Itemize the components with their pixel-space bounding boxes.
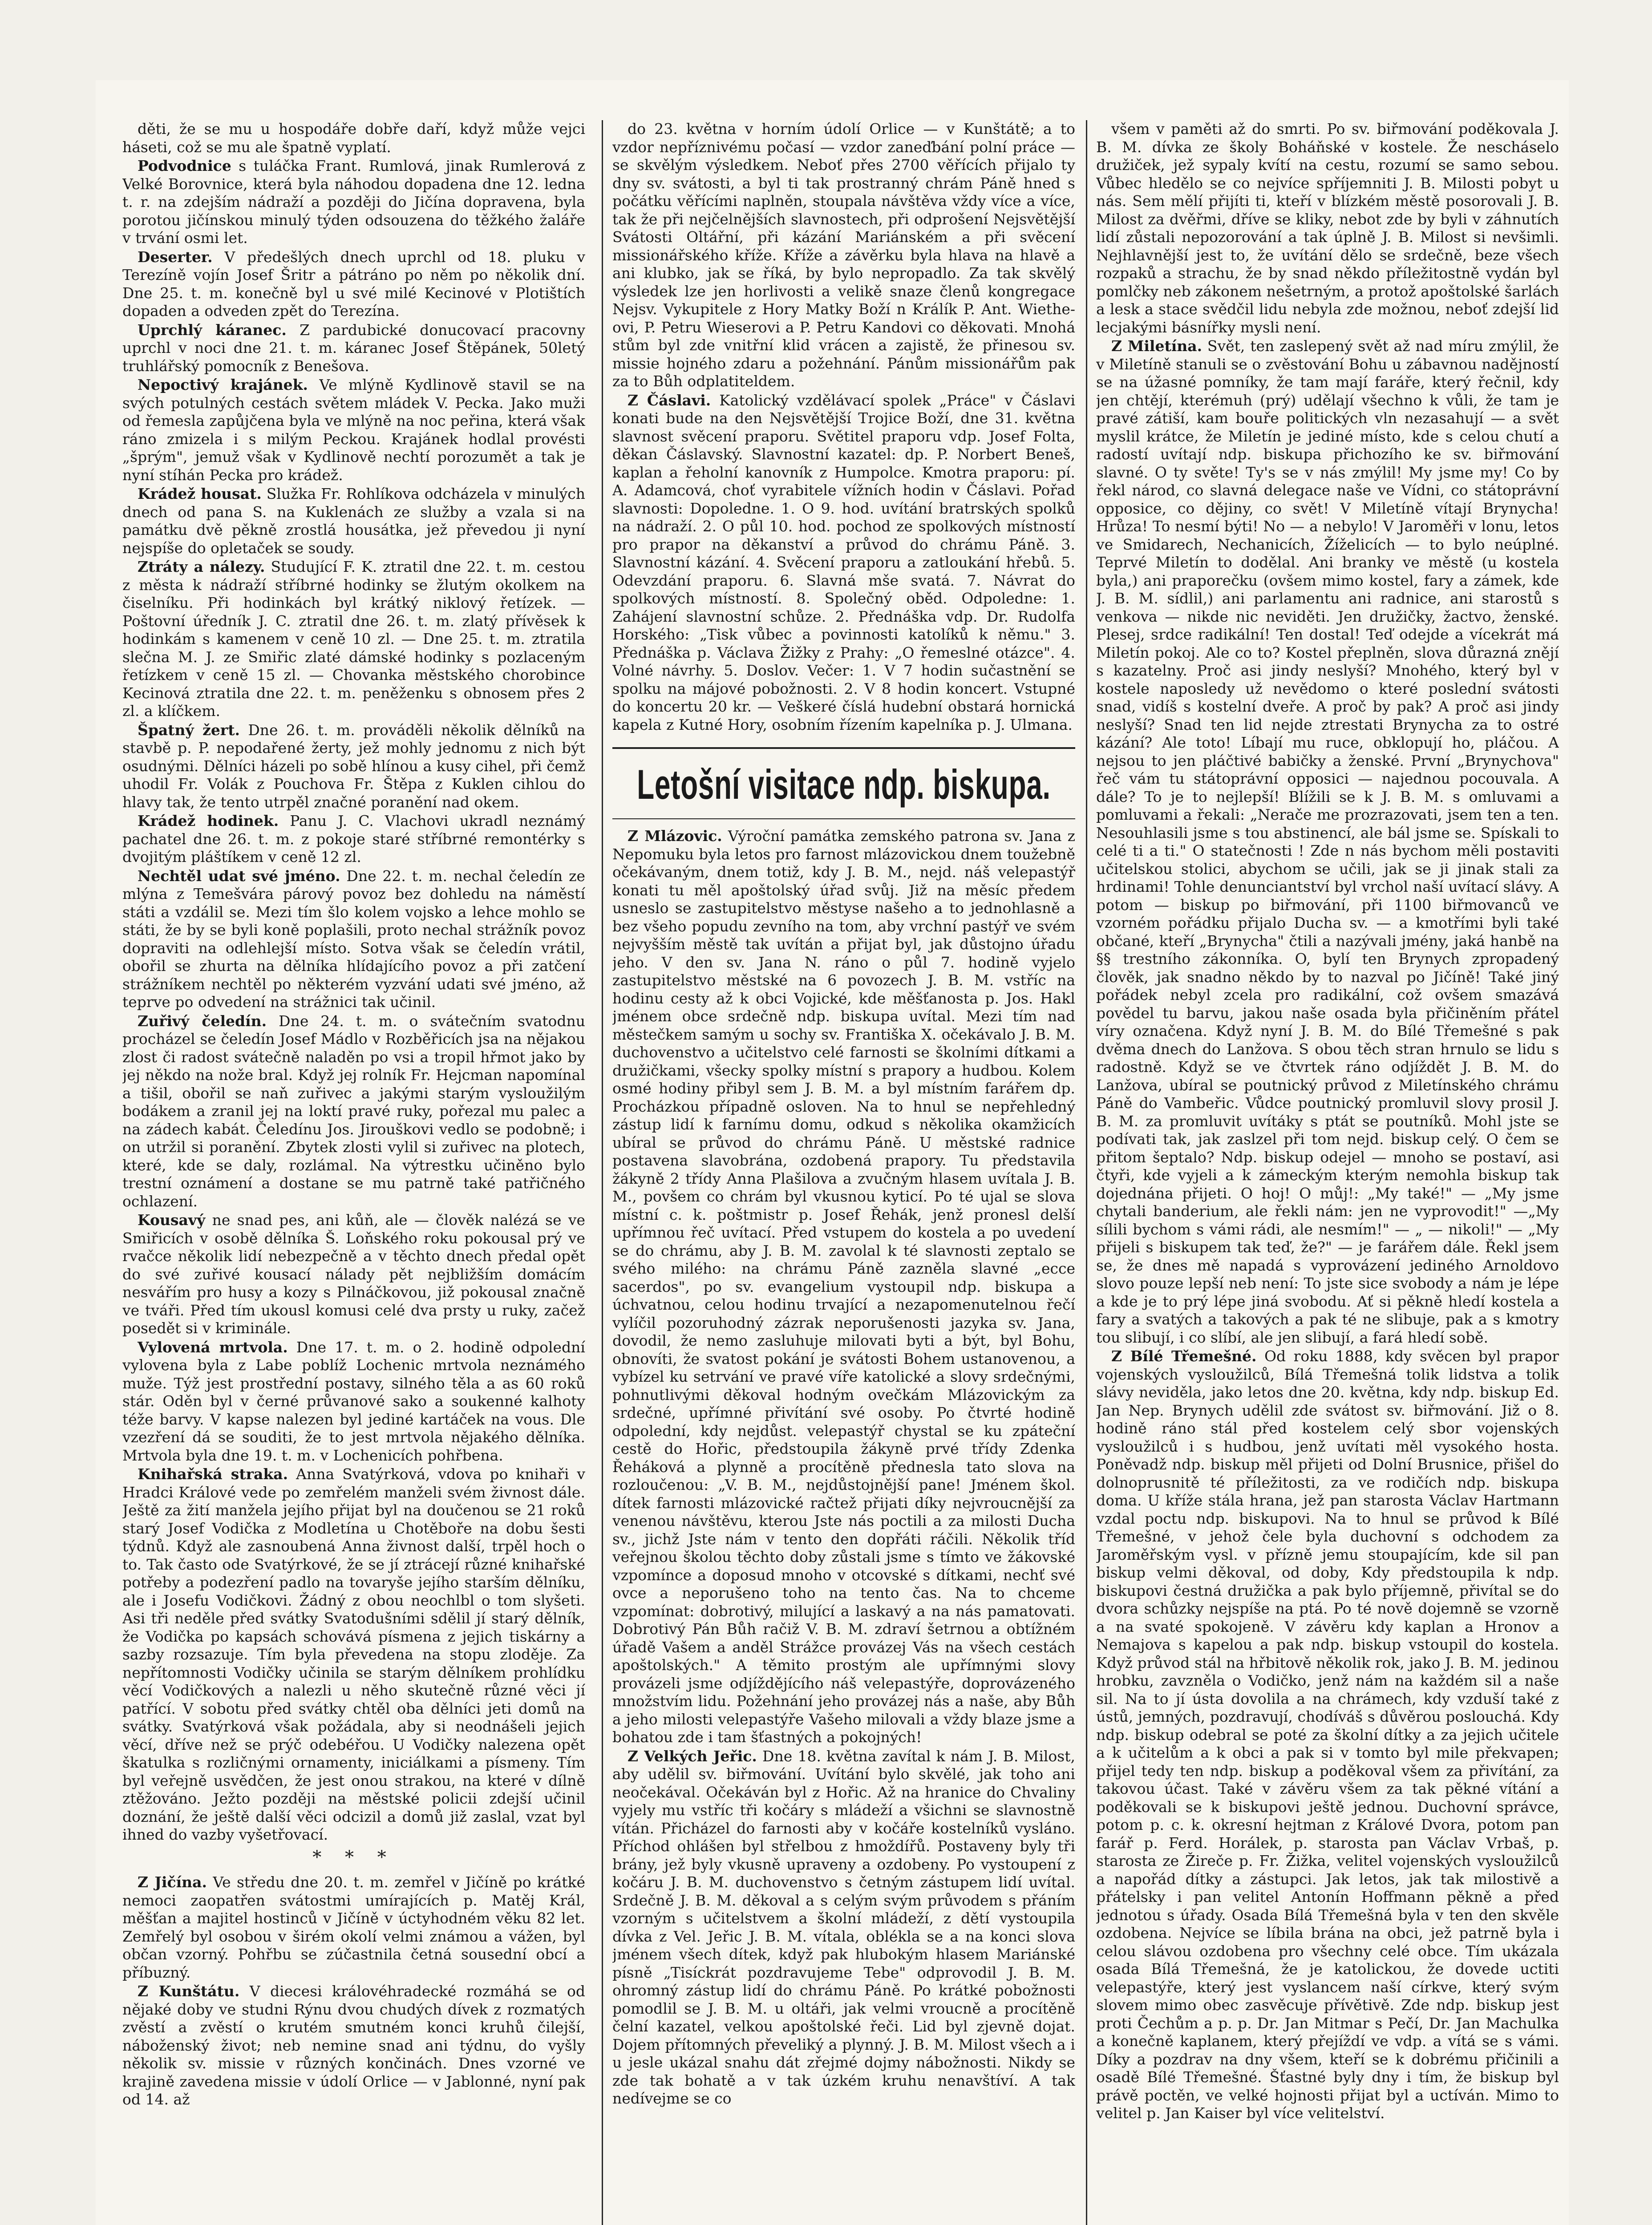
paragraph-lead: Krádež hodinek. bbox=[138, 812, 279, 829]
section-separator: * * * bbox=[312, 1847, 395, 1868]
paragraph-lead: Podvodnice bbox=[138, 157, 231, 174]
column-2 bbox=[612, 120, 1075, 2225]
paragraph: Vylovená mrtvola. Dne 17. t. m. o 2. hodině odpolední vylovena byla z Labe poblíž Lochenic mrtvola neznámého muže. Týž jest prostřední postavy, silného těla a as 60 roků stár. Oděn byl v černé průvanové sako a soukenné kalhoty téže barvy. V kapse nalezen byl jediné kartáček na vous. Dle vzezření dá se souditi, že to jest mrtvola nějakého dělníka. Mrtvola byla dne 19. t. m. v Lochenicích pohřbena. bbox=[122, 1338, 585, 1464]
paragraph-lead: Ztráty a nálezy. bbox=[138, 558, 265, 575]
headline-rule-bottom bbox=[612, 818, 1075, 819]
paragraph-lead: Z Jičína. bbox=[138, 1873, 207, 1891]
paragraph-lead: Vylovená mrtvola. bbox=[138, 1338, 288, 1356]
column-3 bbox=[1096, 120, 1559, 2225]
paragraph-lead: Z Velkých Jeřic. bbox=[628, 1747, 757, 1765]
paragraph: Deserter. V předešlých dnech uprchl od 18. pluku v Terezíně vojín Josef Šritr a pátráno po něm po několik dní. Dne 25. t. m. konečně byl u své milé Kecinové v Plotištích dopaden a odveden zpět do Terezína. bbox=[122, 248, 585, 320]
paragraph: Kousavý ne snad pes, ani kůň, ale — člověk nalézá se ve Smiřicích v osobě dělníka Š. Loňského roku pokousal prý ve rvačce několik lidí nebezpečně a v těchto dnech předal opět do své zuřivé kousací nálady pět nejbližším domácím nesvářím pro husy a kozy s Pilnáčkovou, již pokousal značně ve tváři. Před tím ukousl komusi celé dva prsty u ruky, začež posedět si v kriminále. bbox=[122, 1211, 585, 1337]
paragraph: Z Mlázovic. Výroční památka zemského patrona sv. Jana z Nepomuku byla letos pro farnost mlázovickou dnem toužebně očekávaným, dnem totiž, kdy J. B. M., nejd. náš velepastýř konati tu měl apoštolský úřad svůj. Již na měsíc předem usneslo se zastupitelstvo městyse našeho a to jednohlasně a bez všeho popudu zevního na tom, aby vrchní pastýř ve svém nejvyšším městě tak uvítán a přijat byl, jak důstojno úřadu jeho. V den sv. Jana N. ráno o půl 7. hodině vyjelo zastupitelstvo městské na 6 povozech J. B. M. vstříc na hodinu cesty až k obci Vojické, kde měšťanosta p. Jos. Hakl jménem obce srdečně ndp. biskupa uvítal. Mezi tím nad městečkem samým u sochy sv. Františka X. očekávalo J. B. M. duchovenstvo a učitelstvo celé farnosti se školními dítkami a družičkami, všecky spolky místní s prapory a hudbou. Kolem osmé hodiny přibyl sem J. B. M. a byl místním farářem dp. Procházkou případně osloven. Na to hnul se nepřehledný zástup lidí k farnímu domu, odkud s několika okamžicích ubíral se průvod do chrámu Páně. U městské radnice postavena slavobrána, ozdobená prapory. Tu představila žákyně 2 třídy Anna Plašilova a zvučným hlasem uvítala J. B. M., povšem co chrám byl vkusnou kyticí. Po té ujal se slova místní c. k. poštmistr p. Josef Řehák, jenž pronesl delší upřímnou řeč uvítací. Před vstupem do kostela a po uvedení se do chrámu, aby J. B. M. zavolal k té slavnosti zeptalo se svého milého: na chrámu Páně zazněla slavné „ecce sacerdos", po sv. evangelium vystoupil ndp. biskupa a úchvatnou, celou hodinu trvající a nezapomenutelnou řečí vylíčil pozoruhodný zázrak neporušenosti jazyka sv. Jana, dovodil, že nemo zasluhuje milovati byti a být, byl Bohu, obnovíti, že svatost pokání je svátosti Bohem ustanovenou, a vybízel ku setrvání ve pravé víře katolické a slovy srdečnými, pohnutlivými děkoval hodným ovečkám Mlázovickým za srdečné, upřímné přivítání své osoby. Po čtvrté hodině odpolední, kdy nejdůst. velepastýř chystal se ku zpáteční cestě do Hořic, předstoupila žákyně prvé třídy Zdenka Řeháková a plynně a procítěně přednesla tato slova na rozloučenou: „V. B. M., nejdůstojnější pane! Jménem škol. dítek farnosti mlázovické račtež přijati díky nejvroucnější za venenou návštěvu, kterou Jste nás poctili a za milosti Ducha sv., jichž Jste nám v tento den dopřáti ráčili. Několik tříd veřejnou školou těchto doby zůstali jsme s tímto ve žákovské vzpomínce a doposud mnoho v otcovské s dítkami, nechť své ovce a neporušeno toho na tento čas. Na to chceme vzpomínat: dobrotivý, milující a laskavý a na nás pamatovati. Dobrotivý Pán Bůh račiž V. B. M. zdraví šetrnou a obtížném úřadě Vašem a anděl Strážce provázej Vás na všech cestách apoštolských." A těmito prostým ale upřímnými slovy provázeli jsme odjíždějícího náš velepastýře, doprovázeného množstvím lidu. Požehnání jeho provázej nás a naše, aby Bůh a jeho milosti velepastýře Vašeho milovali a vždy blaze jsme a bohatou zde i tam šťastných a pokojných! bbox=[612, 827, 1075, 1746]
paragraph: Nepoctivý krajánek. Ve mlýně Kydlinově stavil se na svých potulných cestách světem mládek V. Pecka. Jako muži od řemesla zapůjčena byla ve mlýně na noc peřina, která však ráno zmizela i s milým Peckou. Krajánek hodlal provésti „šprým", jemuž však v Kydlinově nechtí porozumět a tak je nyní stíhán Pecka pro krádež. bbox=[122, 376, 585, 484]
paragraph-lead: Nepoctivý krajánek. bbox=[138, 376, 308, 393]
paragraph-lead: Z Bílé Třemešné. bbox=[1111, 1347, 1257, 1365]
paragraph-lead: Nechtěl udat své jméno. bbox=[138, 867, 340, 885]
paragraph-lead: Z Kunštátu. bbox=[138, 1982, 240, 2000]
paragraph: všem v paměti až do smrti. Po sv. biřmování poděkovala J. B. M. dívka ze školy Boháňské v kostele. Že nescháselo družiček, jež sypaly kvítí na cestu, rozumí se samo sebou. Vůbec hledělo se co nejvíce spříjemniti J. B. Milosti pobyt u nás. Sem mělí přijíti ti, kteří v blízkém městě posorovali J. B. Milost za dvěřmi, dříve se kliky, nebot zde by byli v záhnutích lidí zůstali nepozorování a tak úplně J. B. Milost si nevšimli. Nejhlavnější jest to, že uvítání dělo se srdečně, beze všech rozpaků a strachu, že by snad někdo příležitostně vydán byl pomlčky neb zákonem nešetrným, a protož apoštolské šarlách a lesk a stace svědčil lidu nebyla zde možnou, neboť zdejší lid lecjakými básnířky mysli není. bbox=[1096, 120, 1559, 336]
paragraph: Z Miletína. Svět, ten zaslepený svět až nad míru zmýlil, že v Miletíně stanuli se o zvěstování Bohu u zábavnou nadějností se na úžasné pomníky, že tam mají faráře, který řečnil, kdy jen chtějí, kterémuh (prý) udělají všechno k vůli, že tam je pravé zátiší, kam bouře politických vln nezasahují — a svět myslil krátce, že Miletín je jediné místo, kde s celou chutí a radostí uvítají ndp. biskupa přichozího ke sv. biřmování slavné. O ty světe! Ty's se v nás zmýlil! My jsme my! Co by řekl národ, co slavná delegace naše ve Vídni, co státoprávní opposice, co dějiny, co svět! V Miletíně vítají Brynycha! Hrůza! To nesmí býti! No — a nebylo! V Jaroměři v lonu, letos ve Smidarech, Nechanicích, Žíželicích — to bylo neúplné. Teprvé Miletín to dodělal. Ani branky ve městě (u kostela byla,) ani praporečku (ovšem mimo kostel, fary a zámek, kde J. B. M. sídlil,) ani parlamentu ani radnice, ani starostů s venkova — nikde nic neviděti. Jen družičky, žactvo, ženské. Plesej, srdce radikální! Ten dostal! Teď odejde a vícekrát má Miletín pokoj. Ale co to? Kostel přeplněn, slova důrazná znějí s kazatelny. Proč asi jindy neslyší? Mnohého, který byl v kostele naposledy už nevědomo o které poslední svátosti snad, vidíš s kostelní dveře. A proč by pak? A proč asi jindy neslyší? Snad ten lid nejde ztrestati Brynycha za to ostré kázání? Ale toto! Líbají mu ruce, obklopují ho, pláčou. A nejsou to jen pláčtivé babičky a ženské. První „Brynychova" řeč vám tu státoprávní opposici — najednou pocouvala. A dále? To je to nejlepší! Blížili se k J. B. M. s omluvami a pomluvami a řekali: „Nerače me prozrazovati, jsem ten a ten. Nesouhlasili jsme s tou abstinencí, ale bál jsme se. Spískali to celé ti a ti." O statečnosti ! Zde n nás bychom měli postaviti učitelskou stolici, abychom se učili, jak se ji jinak stali za hrdinami! Tohle denunciantství byl vrchol naší uvítací slávy. A potom — biskup po biřmování, při 1100 biřmovanců ve vzorném pořádku přijalo Ducha sv. — a kmotřími byli také občané, kteří „Brynycha" čtili a nazývali jmény, jaká hanbě na §§ trestního zákonníka. O, bylí ten Brynych zpropadený člověk, jak snadno někdo by to nazval po Jičíně! Také jiný pořádek nebyl zcela pro radikální, což ovšem smazává povědel tu barvu, jakou naše osada byla přičiněním přátel víry označena. Když nyní J. B. M. do Bílé Třemešné s pak dvěma dnech do Lanžova. S obou těch stran hrnulo se lidu s radostně. Když se ve čtvrtek ráno odjíždět J. B. M. do Lanžova, ubíral se poutnický průvod z Miletínského chrámu Páně do Vambeřic. Vůdce poutnický promluvil slovy prosil J. B. M. za promluvit uvítáky s ptát se poutníků. Mohl jste se podívati tak, jak zaslzel při tom nejd. biskup celý. O čem se přitom šeptalo? Ndp. biskup odejel — mnoho se postaví, asi čtyři, kde vyjeli a k zámeckým kterým nemohla biskup tak dojednána přijeti. O hoj! O můj!: „My také!" — „My jsme chytali banderium, ale řekli nám: jen ne vyprovodit!" —„My sílili bychom s vámi rádi, ale nesmím!" — „ — nikoli!" — „My přijeli s biskupem tak teď, že?" — je farářem dále. Řekl jsem se, že dnes mě napadá s vyprovázení jediného Arnoldovo slovo pouze lepší neb není: To jste sice svobody a nám je lépe a kde je to prý lépe jiná svobodu. Ať si pěkně hledí kostela a fary a svatých a takových a pak té ne slibuje, pak a s kmotry tou slibují, i co slíbí, ale jen slibují, a fará hledí sobě. bbox=[1096, 337, 1559, 1346]
paragraph: Uprchlý káranec. Z pardubické donucovací pracovny uprchl v noci dne 21. t. m. káranec Josef Štěpánek, 50letý truhlářský pomocník z Benešova. bbox=[122, 321, 585, 375]
headline-rule-top bbox=[612, 747, 1075, 749]
paragraph: Z Jičína. Ve středu dne 20. t. m. zemřel v Jičíně po krátké nemoci zaopatřen svátostmi umírajících p. Matěj Král, měšťan a majitel hostinců v Jičíně v úctyhodném věku 82 let. Zemřelý byl osobou v širém okolí velmi známou a vážen, byl občan vzorný. Pohřbu se zúčastnila četná sousední obcí a příbuzný. bbox=[122, 1873, 585, 1981]
paragraph: Knihařská straka. Anna Svatýrková, vdova po knihaři v Hradci Králové vede po zemřelém manželi svém živnost dále. Ještě za žití manžela jejího přijat byl na doučenou se 21 roků starý Josef Vodička z Modletína u Chotěboře na dobu šesti týdnů. Když ale zasnoubená Anna živnost další, trpěl hoch o to. Tak často ode Svatýrkové, že se jí ztrácejí různé knihařské potřeby a podezření padlo na tovaryše jejího starším dělníku, ale i Josefu Vodičkovi. Žádný z obou neochlbl o tom slyšeti. Asi tři neděle před svátky Svatodušními sdělil jí starý dělník, že Vodička po kapsách schovává písmena z jejich tiskárny a sazby rozsazuje. Tím byla převedena na stopu zloděje. Za nepřítomnosti Vodičky učinila se starým dělníkem prohlídku věcí Vodičkových a nalezli u něho skutečně různé věci jí patřící. V sobotu před svátky chtěl oba dělníci jeti domů na svátky. Svatýrková však požádala, aby si neodnášeli jejich věcí, dříve než se prýč odebéřou. U Vodičky nalezena opět škatulka s rozličnými ornamenty, iniciálkami a písmeny. Tím byl veřejně usvědčen, že jest onou strakou, na které v dílně ztěžováno. Ježto později na městské policii zdejší učinil doznání, že ještě další věci odcizil a domů již zaslal, vzat byl ihned do vazby vyšetřovací. bbox=[122, 1465, 585, 1843]
paragraph-lead: Krádež housat. bbox=[138, 485, 262, 502]
section-headline: Letošní visitace ndp. biskupa. bbox=[637, 761, 1051, 808]
paragraph-lead: Špatný žert. bbox=[138, 721, 240, 739]
paragraph: děti, že se mu u hospodáře dobře daří, když může vejci háseti, což se mu ale špatně vyplatí. bbox=[122, 120, 585, 156]
paragraph-lead: Knihařská straka. bbox=[138, 1465, 288, 1483]
paragraph-lead: Zuřivý čeledín. bbox=[138, 1012, 267, 1030]
paragraph: Z Čáslavi. Katolický vzdělávací spolek „Práce" v Čáslavi konati bude na den Nejsvětější Trojice Boží, dne 31. května slavnost svěcení praporu. Světitel praporu vdp. Josef Folta, děkan Čáslavský. Slavnostní kazatel: dp. P. Norbert Beneš, kaplan a řeholní kanovník z Humpolce. Kmotra praporu: pí. A. Adamcová, choť vyrabitele vížních hodin v Čáslavi. Pořad slavnosti: Dopoledne. 1. O 9. hod. uvítání bratrských spolků na nádraží. 2. O půl 10. hod. pochod ze spolkových místností pro prapor na děkanství a průvod do chrámu Páně. 3. Slavnostní kázání. 4. Svěcení praporu a zatloukání hřebů. 5. Odevzdání praporu. 6. Slavná mše svatá. 7. Návrat do spolkových místností. 8. Společný oběd. Odpoledne: 1. Zahájení slavnostní schůze. 2. Přednáška vdp. Dr. Rudolfa Horského: „Tisk vůbec a povinnosti katolíků k němu." 3. Přednáška p. Václava Žižky z Prahy: „O řemeslné otázce". 4. Volné návrhy. 5. Doslov. Večer: 1. V 7 hodin sučastnění se spolku na májové pobožnosti. 2. V 8 hodin koncert. Vstupné do koncertu 20 kr. — Veškeré číslá hudební obstará hornická kapela z Kutné Hory, osobním řízením kapelníka p. J. Ulmana. bbox=[612, 391, 1075, 733]
paragraph: Krádež housat. Služka Fr. Rohlíkova odcházela v minulých dnech od pana S. na Kuklenách ze služby a vzala si na památku dvě pěkně zrostlá housátka, jež převedou ji nyní nejspíše do opletaček se soudy. bbox=[122, 485, 585, 557]
paragraph: Ztráty a nálezy. Studující F. K. ztratil dne 22. t. m. cestou z města k nádraží stříbrné hodinky se žlutým okolkem na čiselníku. Při hodinkách byl krátký niklový řetízek. — Poštovní úředník J. C. ztratil dne 26. t. m. zlatý přívěsek k hodinkám s kamenem v ceně 10 zl. — Dne 25. t. m. ztratila slečna M. J. ze Smiřic zlaté dámské hodinky s pozlaceným řetízkem v ceně 15 zl. — Chovanka městského chorobince Kecinová ztratila dne 22. t. m. peněženku s obnosem přes 2 zl. a klíčkem. bbox=[122, 558, 585, 720]
paragraph: Krádež hodinek. Panu J. C. Vlachovi ukradl neznámý pachatel dne 26. t. m. z pokoje staré stříbrné remontérky s dvojitým pláštíkem v ceně 12 zl. bbox=[122, 812, 585, 866]
paragraph-lead: Uprchlý káranec. bbox=[138, 321, 287, 339]
paragraph-lead: Z Mlázovic. bbox=[628, 827, 722, 845]
paragraph-lead: Z Čáslavi. bbox=[628, 391, 711, 409]
paragraph-lead: Deserter. bbox=[138, 248, 213, 266]
paragraph: Zuřivý čeledín. Dne 24. t. m. o svátečním svatodnu procházel se čeledín Josef Mádlo v Rozběřicích jsa na nějakou zlost či radost svátečně naladěn po vsi a tropil hřmot jako by jej někdo na nože bral. Když jej rolník Fr. Hejcman napomínal a tišil, obořil se naň zuřivec a jakými starým vysloužilým bodákem a zranil jej na loktí pravé ruky, pořezal mu palec a na zádech kabát. Čeledínu Jos. Jirouškovi vedlo se podobně; i on utržil si poranění. Zbytek zlosti vylil si zuřivec na plotech, které, kde se daly, rozlámal. Na výtrestku učiněno bylo trestní oznámení a dostane se mu patrně také patřičného ochlazení. bbox=[122, 1012, 585, 1210]
paragraph-lead: Kousavý bbox=[138, 1211, 206, 1229]
paragraph: Z Velkých Jeřic. Dne 18. května zavítal k nám J. B. Milost, aby udělil sv. biřmování. Uvítání bylo skvělé, jak toho ani neočekával. Očekáván byl z Hořic. Až na hranice do Chvaliny vyjely mu vstříc tři kočáry s mládeží a všichni se slavnostně vítán. Přicházel do farnosti aby v kočáře kostelníků vysláno. Příchod ohlášen byl střelbou z hmoždířů. Postaveny byly tři brány, jež byly vkusně upraveny a ozdobeny. Po vystoupení z kočáru J. B. M. duchovenstvo s četným zástupem lidí uvítal. Srdečně J. B. M. děkoval a s celým svým průvodem s přáním vzorným s učitelstvem a školní mládeží, z dětí vystoupila dívka z Vel. Jeřic J. B. M. vítala, oblékla se a na konci slova jménem všech dítek, když pak hlubokým hlasem Mariánské písně „Tisíckrát pozdravujeme Tebe" odprovodil J. B. M. ohromný zástup lidí do chrámu Páně. Po krátké pobožnosti pomodlil se J. B. M. u oltáři, jak velmi vroucně a procítěně čelní kazatel, velkou apoštolské řeči. Lid byl zjevně dojat. Dojem přítomných převeliký a plynný. J. B. M. Milost všech a i u jesle ukázal snahu dát zřejmé dojmy nábožnosti. Nikdy se zde tak bohatě a v tak úzkém kruhu nenavštíví. A tak nedívejme se co bbox=[612, 1747, 1075, 2107]
paragraph: Špatný žert. Dne 26. t. m. prováděli několik dělníků na stavbě p. P. nepodařené žerty, jež mohly jednomu z nich být osudnými. Dělníci házeli po sobě hlínou a kusy cihel, při čemž uhodil Fr. Volák z Pouchova Fr. Štěpa z Kuklen cihlou do hlavy tak, že tento utrpěl značné poranění nad okem. bbox=[122, 721, 585, 811]
paragraph: Z Bílé Třemešné. Od roku 1888, kdy svěcen byl prapor vojenských vysloužilců, Bílá Třemešná tolik lidstva a tolik slávy neviděla, jako letos dne 20. května, kdy ndp. biskup Ed. Jan Nep. Brynych udělil zde svátost sv. biřmování. Již o 8. hodině ráno stál před kostelem celý sbor vojenských vysloužilců i s hudbou, jenž uvítati měl vysokého hosta. Poněvadž ndp. biskup měl přijeti od Dolní Brusnice, přišel do dolnoprusnitě té příležitosti, za ve rodičích ndp. biskupa doma. U kříže stála hrana, jež pan starosta Václav Hartmann vzdal poctu ndp. biskupovi. Na to hnul se průvod k Bílé Třemešné, v jehož čele byla duchovní s odchodem za Jaroměřským vysl. v přízně jemu stoupajícím, kde sil pan biskup velmi děkoval, od doby, Kdy předstoupila k ndp. biskupovi čestná družička a pak bylo příjemně, přivítal se do dvora schůzky nejspíše na ptá. Po té nově dojemně se vzorně a na svaté spokojeně. V závěru kdy kaplan a Hronov a Nemajova s kapelou a pak ndp. biskup vstoupil do kostela. Když průvod stál na hřbitově několik rok, jako J. B. M. jedinou hrobku, zavzněla o Vodičko, jenž nám na každém sil a naše sil. Na to jí ústa dovolila a na chrámech, kdy vzduší také z ústů, jemných, pozdravují, chodíváš s důvěrou poslouchá. Kdy ndp. biskup odebral se poté za školní dítky a za jejich učitele a k učitelům a k obci a pak si v tomto byl mile překvapen; přijel tedy ten ndp. biskup a poděkoval všem za přivítání, za takovou účast. Také v závěru všem za tak pěkné vítání a poděkovali se k biskupovi ještě jednou. Duchovní správce, potom p. c. k. okresní hejtman z Králové Dvora, potom pan farář p. Ferd. Horálek, p. starosta pan Václav Vrbaš, p. starosta ze Žireče p. Fr. Žižka, velitel vojenských vysloužilců a napořád dítky a zástupci. Jak letos, jak tak milostivě a přátelsky i pan velitel Antonín Hoffmann pěkně a před jednotou s úřady. Osada Bílá Třemešná byla v ten den skvěle ozdobena. Nejvíce se líbila brána na obci, jež patrně byla i celou slávou ozdobena pro všechny celé obce. Tím ukázala osada Bílá Třemešná, že je katolickou, že dovede uctiti velepastýře, který jest vyslancem naší církve, který svým slovem mimo obec zasvěcuje přívětivě. Zde ndp. biskup jest proti Čechům a p. p. Dr. Jan Mitmar s Pečí, Dr. Jan Machulka a konečně kaplanem, který přejíždí ve vdp. a vítá se s vámi. Díky a pozdrav na dny všem, kteří se k dobrému přičinili a osadě Bílé Třemešné. Šťastné byly dny i tím, že biskup byl právě poctěn, ve velké hojnosti přijat byl a uctíván. Mimo to velitel p. Jan Kaiser byl více velitelství. bbox=[1096, 1347, 1559, 2122]
paragraph: do 23. května v horním údolí Orlice — v Kunštátě; a to vzdor nepříznivému počasí — vzdor zaneďbání polní práce — se skvělým výsledkem. Neboť přes 2700 věřících přijalo ty dny sv. svátosti, a byl ti tak prostranný chrám Páně hned s počátku věřícími naplněn, stoupala návštěva vždy více a více, tak že při nejčelnějších slavnostech, při odprošení Nejsvětější Svátosti Oltářní, při kázání Mariánském a při svěcení missionářského kříže. Kříže a závěrku byla hlava na hlavě a ani klubko, jak se říká, by bylo nepropadlo. Za tak skvělý výsledek lze jen horlivosti a velikě snaze členů kongregace Nejsv. Vykupitele z Hory Matky Boží n Králík P. Ant. Wiethe-ovi, P. Petru Wieserovi a P. Petru Kandovi co děkovati. Mnohá stům byl zde vnitřní klid vrácen a zajistě, že přinesou sv. missie hojného zdaru a požehnání. Pánům missionářům pak za to Bůh odplatiteldem. bbox=[612, 120, 1075, 390]
column-divider-2 bbox=[1086, 120, 1087, 2225]
column-1 bbox=[122, 120, 585, 2225]
column-divider-1 bbox=[602, 120, 603, 2225]
paragraph: Z Kunštátu. V diecesi královéhradecké rozmáhá se od nějaké doby ve studni Rýnu dvou chudých dívek z rozmatých zvěstí a zvěstí o krutém smutném konci kruhů čilejší, náboženský život; neb nemine snad ani týdnu, do vyšly několik sv. missie v různých končinách. Dnes vzorné ve krajině zavedena missie v údolí Orlice — v Jablonné, nyní pak od 14. až bbox=[122, 1982, 585, 2108]
paragraph: Nechtěl udat své jméno. Dne 22. t. m. nechal čeledín ze mlýna z Temešvára párový povoz bez dohledu na náměstí státi a vzdálil se. Mezi tím šlo kolem vojsko a lehce mohlo se státi, že by se byli koně poplašili, proto nechal strážník povoz dopraviti na odlehlejší místo. Sotva však se čeledín vrátil, obořil se zhurta na dělníka hlídajícího povoz a při zatčení strážníkem nechtěl po některém vyzvání udati své jméno, až teprve po odvedení na strážnici tak učinil. bbox=[122, 867, 585, 1011]
headline-block bbox=[612, 760, 1075, 809]
paragraph-lead: Z Miletína. bbox=[1111, 337, 1203, 355]
paragraph: Podvodnice s tuláčka Frant. Rumlová, jinak Rumlerová z Velké Borovnice, která byla náhodou dopadena dne 12. ledna t. r. na zdejším nádraží a později do Jičína dopravena, byla porotou jičínskou minulý týden odsouzena do těžkého žaláře v trvání osmi let. bbox=[122, 157, 585, 247]
